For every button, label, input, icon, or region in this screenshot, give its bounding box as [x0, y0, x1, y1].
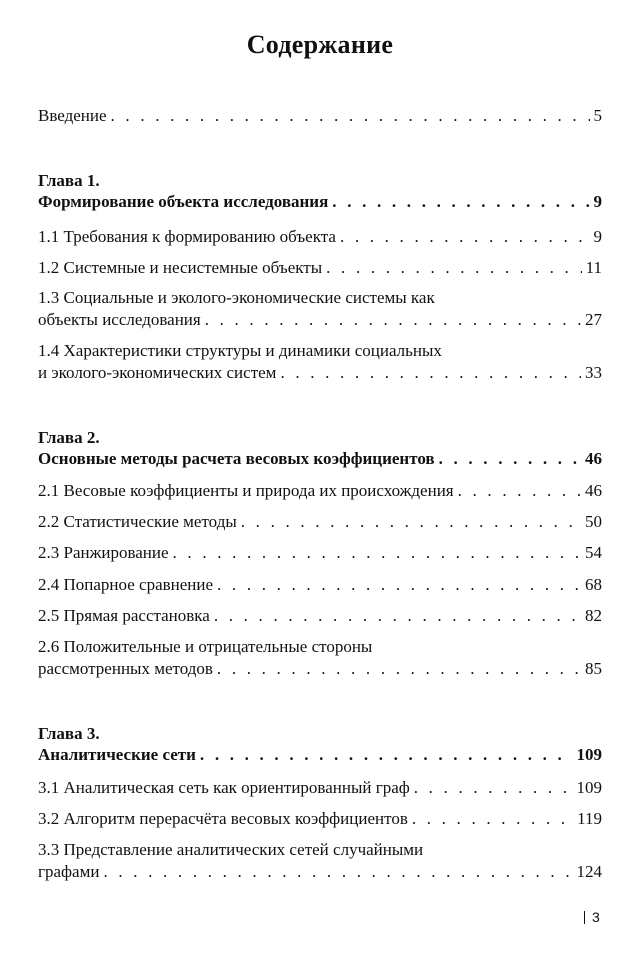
toc-entry-section-3-2[interactable]	[38, 809, 602, 831]
section-title-line1: 1.4 Характеристики структуры и динамики социальных	[38, 341, 442, 360]
toc-leader	[241, 512, 581, 532]
toc-page-number: 54	[585, 543, 602, 562]
toc-leader	[326, 258, 581, 278]
toc-leader	[332, 192, 589, 212]
section-title: 2.1 Весовые коэффициенты и природа их происхождения	[38, 481, 454, 500]
toc-entry-section-1-1[interactable]	[38, 227, 602, 249]
toc-leader	[111, 106, 590, 126]
toc-entry-chapter-2[interactable]	[38, 449, 602, 471]
toc-leader	[439, 449, 581, 469]
toc-entry-section-2-2[interactable]	[38, 512, 602, 534]
chapter-title: Аналитические сети	[38, 745, 196, 764]
chapter-title: Формирование объекта исследования	[38, 192, 329, 211]
section-title: 1.1 Требования к формированию объекта	[38, 227, 336, 246]
toc-page-number: 46	[585, 449, 602, 468]
section-title: объекты исследования	[38, 310, 201, 329]
toc-entry-section-2-5[interactable]	[38, 606, 602, 628]
toc-page-number: 109	[576, 745, 602, 764]
toc-page-number: 109	[576, 778, 602, 797]
toc-page-number: 27	[585, 310, 602, 329]
toc-page-number: 11	[585, 258, 602, 277]
toc-page-number: 119	[577, 809, 602, 828]
section-title-line1: 3.3 Представление аналитических сетей случайными	[38, 840, 424, 859]
chapter-3-label: Глава 3.	[38, 724, 100, 743]
toc-entry-chapter-1[interactable]	[38, 192, 602, 214]
toc-leader	[280, 363, 581, 383]
toc-leader	[340, 227, 590, 247]
toc-leader	[217, 575, 581, 595]
chapter-2-label: Глава 2.	[38, 428, 100, 447]
toc-entry-section-1-2[interactable]	[38, 258, 602, 280]
section-title: 1.2 Системные и несистемные объекты	[38, 258, 323, 277]
section-title-line1: 2.6 Положительные и отрицательные стороны	[38, 637, 373, 656]
toc-leader	[458, 481, 581, 501]
toc-entry-section-2-4[interactable]	[38, 575, 602, 597]
chapter-title: Основные методы расчета весовых коэффициентов	[38, 449, 435, 468]
toc-page-number: 85	[585, 659, 602, 678]
toc-page-number: 124	[576, 862, 602, 881]
section-title: графами	[38, 862, 100, 881]
toc-entry-section-2-1[interactable]	[38, 481, 602, 503]
toc-leader	[214, 606, 581, 626]
section-title: 3.1 Аналитическая сеть как ориентированный граф	[38, 778, 410, 797]
chapter-1-label: Глава 1.	[38, 171, 100, 190]
toc-leader	[200, 745, 573, 765]
toc-leader	[205, 310, 581, 330]
section-title: и эколого-экономических систем	[38, 363, 277, 382]
toc-page-number: 9	[593, 227, 602, 246]
section-title: 3.2 Алгоритм перерасчёта весовых коэффициентов	[38, 809, 408, 828]
folio-number: 3	[592, 909, 600, 925]
toc-entry-section-2-6[interactable]	[38, 659, 602, 681]
toc-entry-section-2-3[interactable]	[38, 543, 602, 565]
toc-entry-section-1-4[interactable]	[38, 363, 602, 385]
toc-entry-section-3-1[interactable]	[38, 778, 602, 800]
toc-page-number: 68	[585, 575, 602, 594]
section-title-line1: 1.3 Социальные и эколого-экономические системы как	[38, 288, 435, 307]
toc-entry-intro[interactable]	[38, 106, 602, 128]
toc-leader	[412, 809, 573, 829]
folio-divider	[584, 911, 585, 924]
toc-page-number: 50	[585, 512, 602, 531]
toc-leader	[173, 543, 581, 563]
page-title: Содержание	[246, 30, 394, 59]
toc-page-number: 33	[585, 363, 602, 382]
section-title: 2.5 Прямая расстановка	[38, 606, 210, 625]
toc-entry-section-1-3[interactable]	[38, 310, 602, 332]
toc-leader	[103, 862, 572, 882]
toc-entry-label: Введение	[38, 106, 107, 125]
section-title: 2.4 Попарное сравнение	[38, 575, 214, 594]
section-title: 2.3 Ранжирование	[38, 543, 169, 562]
toc-page-number: 9	[593, 192, 602, 211]
section-title: рассмотренных методов	[38, 659, 213, 678]
toc-page-number: 5	[593, 106, 602, 125]
toc-entry-chapter-3[interactable]	[38, 745, 602, 767]
toc-leader	[414, 778, 573, 798]
toc-entry-section-3-3[interactable]	[38, 862, 602, 884]
toc-leader	[217, 659, 581, 679]
toc-page-number: 46	[585, 481, 602, 500]
toc-page-number: 82	[585, 606, 602, 625]
section-title: 2.2 Статистические методы	[38, 512, 237, 531]
page-number-footer	[584, 909, 600, 925]
